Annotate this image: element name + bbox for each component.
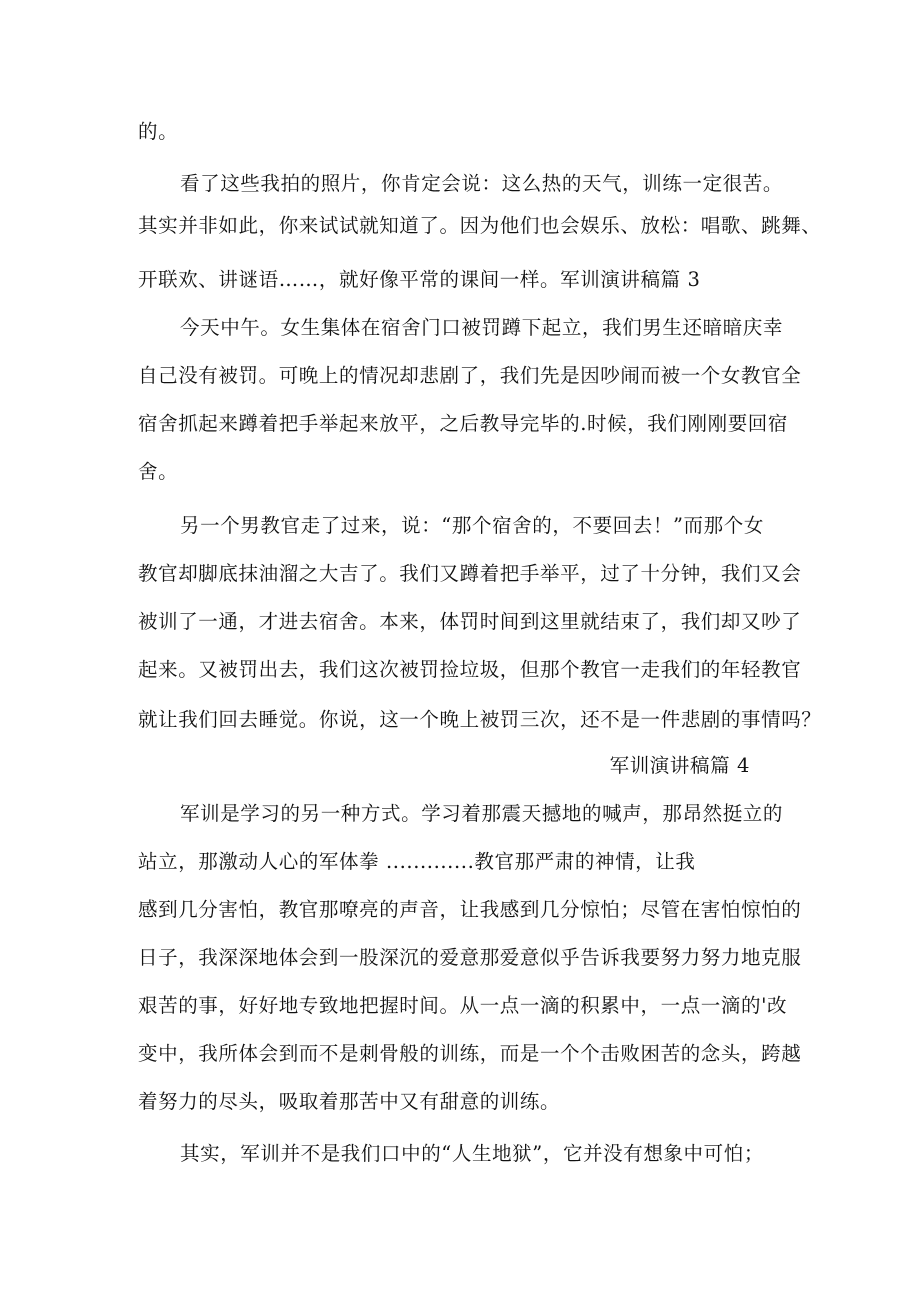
paragraph-line: 宿舍抓起来蹲着把手举起来放平，之后教导完毕的.时候，我们刚刚要回宿 xyxy=(138,412,788,435)
paragraph-line: 日子，我深深地体会到一股深沉的爱意那爱意似乎告诉我要努力努力地克服 xyxy=(138,946,802,969)
paragraph-line: 就让我们回去睡觉。你说，这一个晚上被罚三次，还不是一件悲剧的事情吗？ xyxy=(138,708,822,731)
paragraph-line: 其实并非如此，你来试试就知道了。因为他们也会娱乐、放松：唱歌、跳舞、 xyxy=(138,214,822,237)
paragraph-line: 站立，那激动人心的军体拳 .............教官那严肃的神情，让我 xyxy=(138,850,696,873)
paragraph-line: 看了这些我拍的照片，你肯定会说：这么热的天气，训练一定很苦。 xyxy=(180,172,784,195)
paragraph-line: 另一个男教官走了过来，说：“那个宿舍的，不要回去！”而那个女 xyxy=(180,514,764,537)
paragraph-line: 被训了一通，才进去宿舍。本来，体罚时间到这里就结束了，我们却又吵了 xyxy=(138,610,802,633)
paragraph-line: 开联欢、讲谜语……，就好像平常的课间一样。军训演讲稿篇 3 xyxy=(138,268,701,291)
paragraph-line: 艰苦的事，好好地专致地把握时间。从一点一滴的积累中，一点一滴的'改 xyxy=(138,994,788,1017)
paragraph-line: 舍。 xyxy=(138,460,179,483)
paragraph-line: 其实，军训并不是我们口中的“人生地狱”，它并没有想象中可怕； xyxy=(180,1142,764,1165)
paragraph-line: 自己没有被罚。可晚上的情况却悲剧了，我们先是因吵闹而被一个女教官全 xyxy=(138,364,802,387)
paragraph-line: 的。 xyxy=(138,120,179,143)
paragraph-line: 起来。又被罚出去，我们这次被罚捡垃圾，但那个教官一走我们的年轻教官 xyxy=(138,658,802,681)
paragraph-line: 今天中午。女生集体在宿舍门口被罚蹲下起立，我们男生还暗暗庆幸 xyxy=(180,316,784,339)
paragraph-line: 着努力的尽头，吸取着那苦中又有甜意的训练。 xyxy=(138,1090,561,1113)
paragraph-line: 教官却脚底抹油溜之大吉了。我们又蹲着把手举平，过了十分钟，我们又会 xyxy=(138,562,802,585)
paragraph-line: 变中，我所体会到而不是刺骨般的训练，而是一个个击败困苦的念头，跨越 xyxy=(138,1042,802,1065)
section-heading: 军训演讲稿篇 4 xyxy=(609,754,750,777)
paragraph-line: 军训是学习的另一种方式。学习着那震天撼地的喊声，那昂然挺立的 xyxy=(180,802,784,825)
paragraph-line: 感到几分害怕，教官那嘹亮的声音，让我感到几分惊怕；尽管在害怕惊怕的 xyxy=(138,898,802,921)
